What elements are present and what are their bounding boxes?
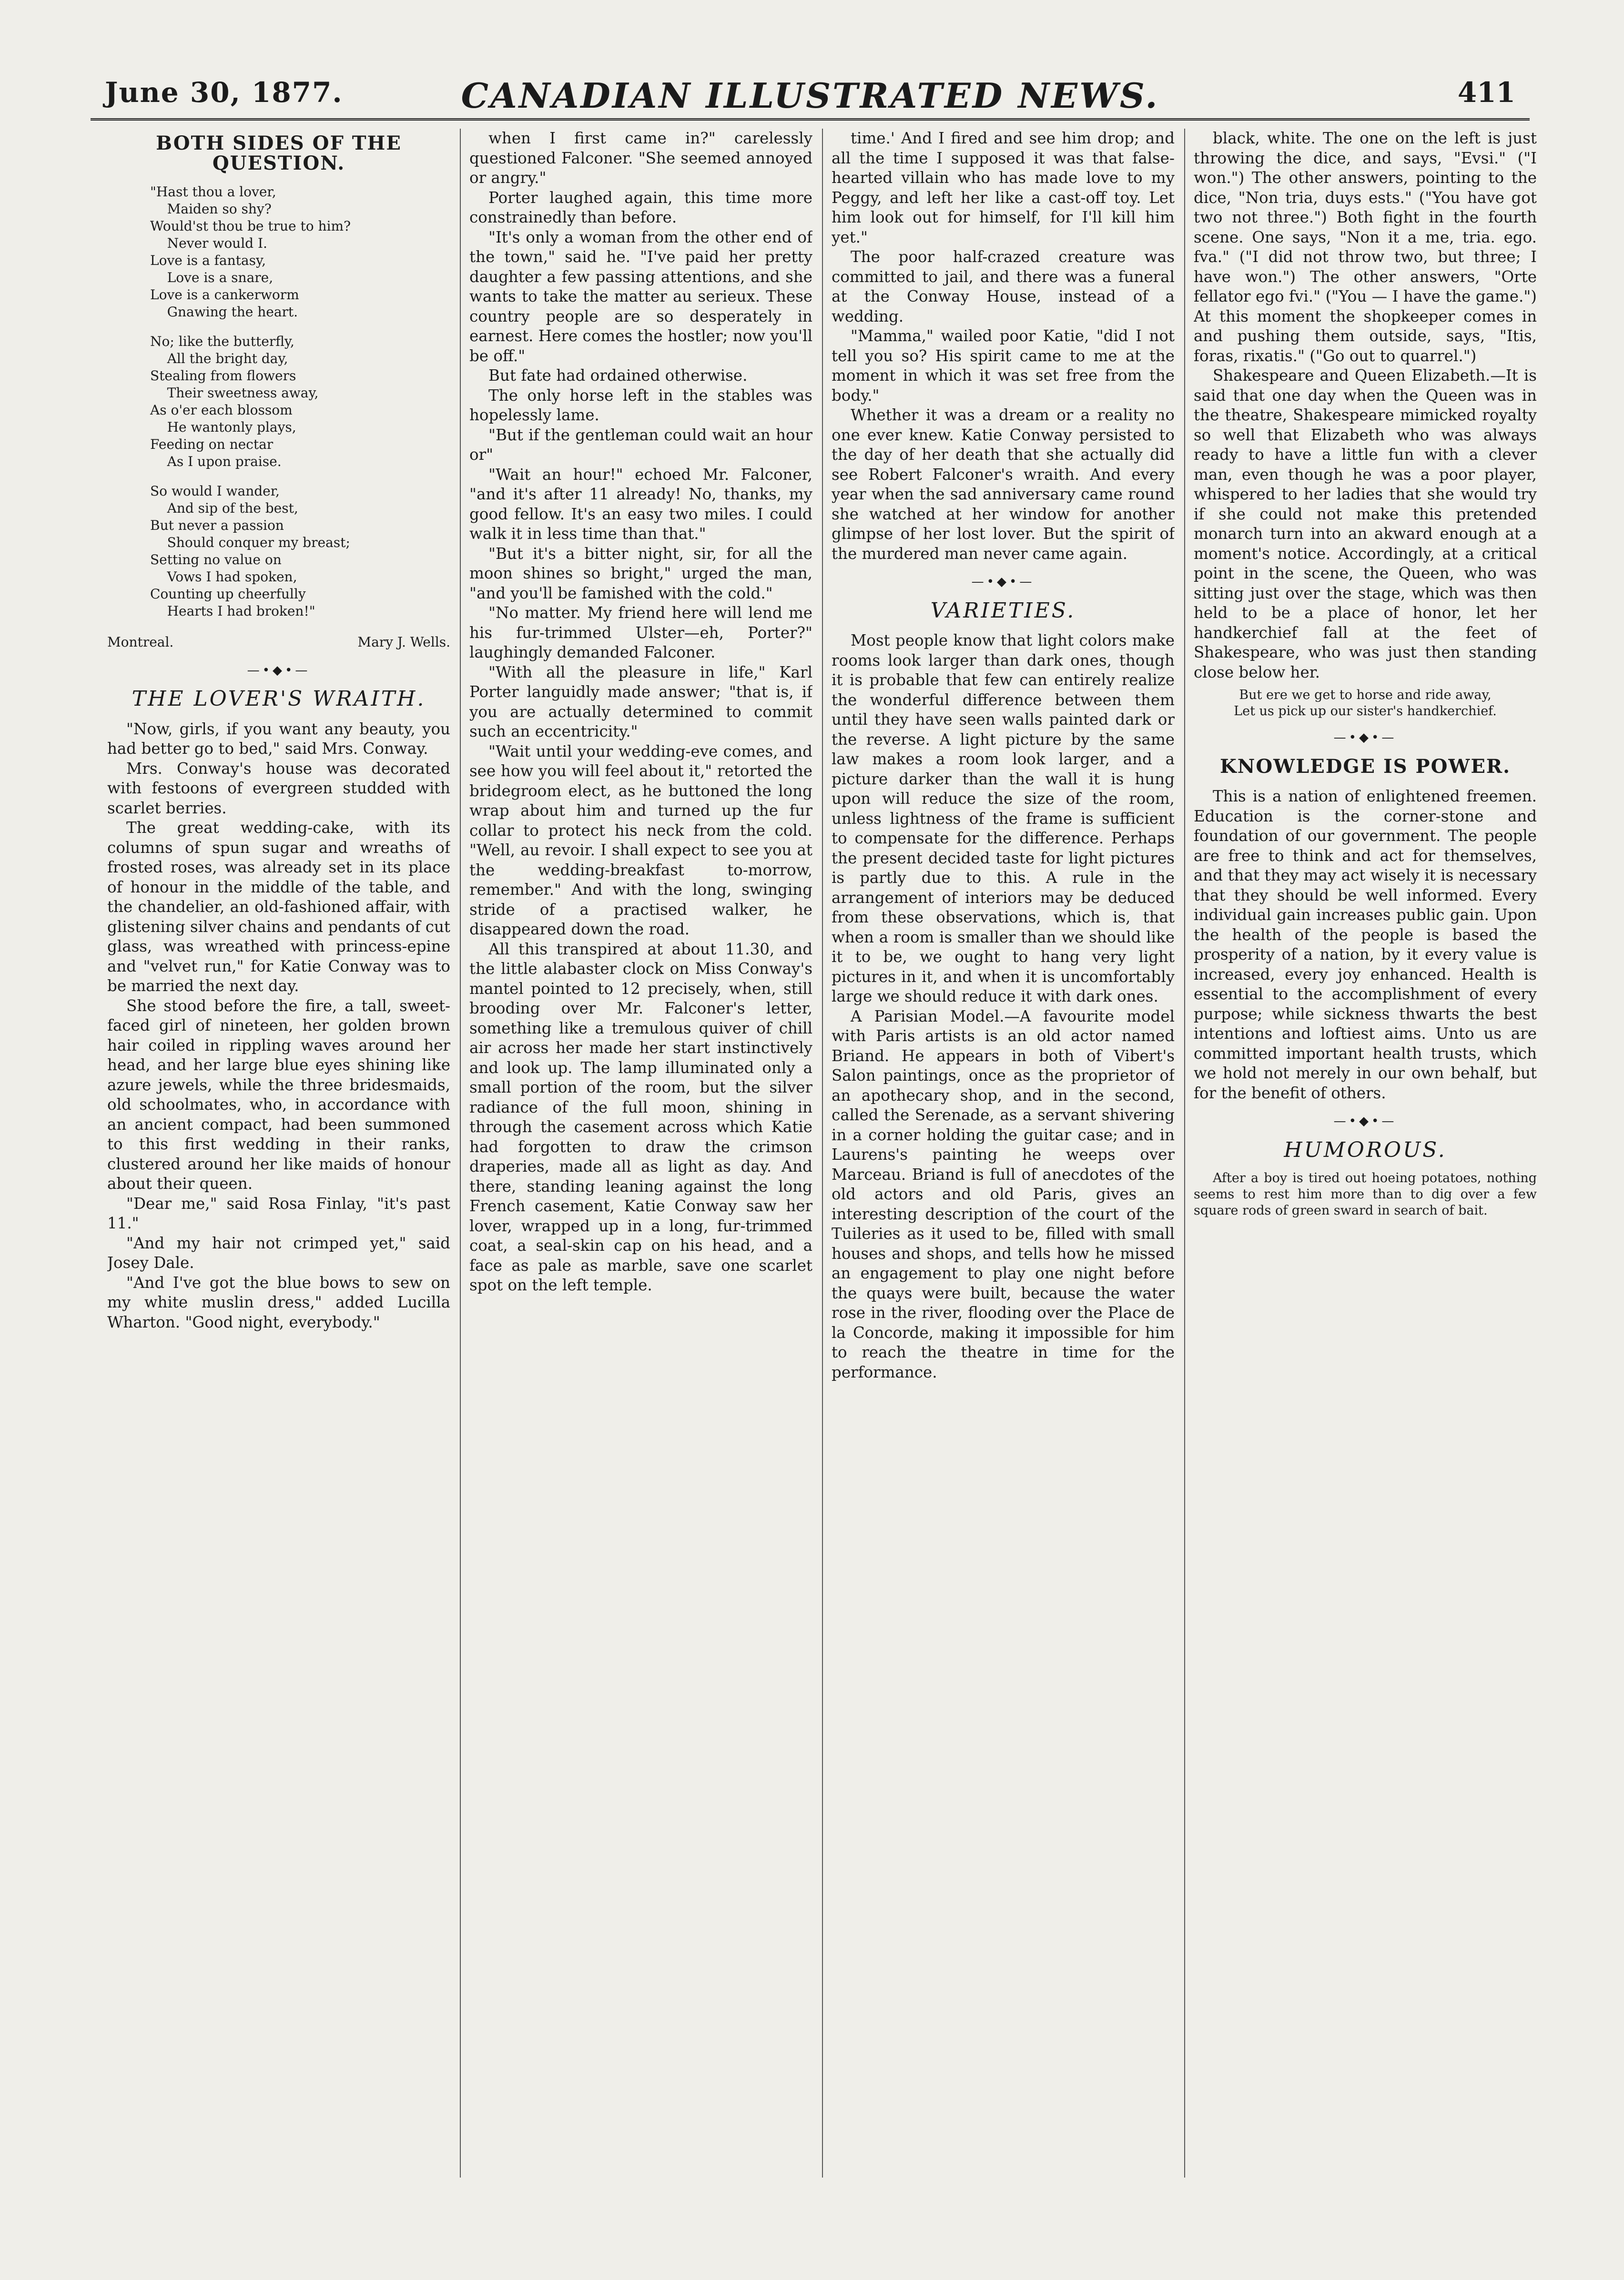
poem-line: All the bright day, [150, 351, 288, 366]
paragraph: She stood before the fire, a tall, sweet-faced girl of nineteen, her golden brown hair coiled in rippling waves around her head, and her large blue eyes shining like azure jewels, while the three bridesmaids, old schoolmates, who, in accordance with an ancient compact, had been summoned to this first wedding in their ranks, clustered around her like maids of honour about their queen. [107, 996, 450, 1193]
ornament-divider: —•◆•— [247, 663, 311, 678]
poem-line: "Hast thou a lover, [150, 184, 276, 200]
paragraph: Porter laughed again, this time more constrainedly than before. [469, 188, 812, 226]
header-rule [91, 118, 1530, 121]
varieties-body [832, 631, 1175, 1382]
poem-line: Love is a fantasy, [150, 253, 266, 268]
poem-signature [107, 632, 450, 652]
story-ending [832, 129, 1175, 564]
poem-stanza [150, 333, 450, 470]
column-divider [1184, 129, 1185, 2178]
paragraph: All this transpired at about 11.30, and the little alabaster clock on Miss Conway's mantel pointed to 12 precisely, when, still brooding over Mr. Falconer's letter, something like a tremulous quiver of chill air across her made her start instinctively and look up. The lamp illuminated only a small portion of the room, but the silver radiance of the full moon, shining in through the casement across which Katie had forgotten to draw the crimson draperies, made all as light as day. And there, standing leaning against the long French casement, Katie Conway saw her lover, wrapped up in a long, fur-trimmed coat, a seal-skin cap on his head, and a face as pale as marble, save one scarlet spot on the left temple. [469, 940, 812, 1294]
paragraph: "It's only a woman from the other end of the town," said he. "I've paid her pretty daughter a few passing attentions, and she wants to take the matter au serieux. These country people are so desperately in earnest. Here comes the hostler; now you'll be off." [469, 228, 812, 365]
poem-line: Vows I had spoken, [150, 569, 297, 585]
poem-stanza [150, 183, 450, 321]
varieties-title: VARIETIES. [930, 598, 1076, 623]
ornament-divider: —•◆•— [1333, 1114, 1397, 1128]
poem-line: Never would I. [150, 235, 267, 251]
poem-line: So would I wander, [150, 483, 280, 499]
poem-line: Love is a cankerworm [150, 287, 299, 303]
paragraph: Mrs. Conway's house was decorated with festoons of evergreen studded with scarlet berries. [107, 759, 450, 817]
paragraph: "Now, girls, if you want any beauty, you had better go to bed," said Mrs. Conway. [107, 719, 450, 758]
paragraph: "And I've got the blue bows to sew on my white muslin dress," added Lucilla Wharton. "Good night, everybody." [107, 1273, 450, 1331]
paragraph: The only horse left in the stables was hopelessly lame. [469, 386, 812, 424]
poem-title: BOTH SIDES OF THE QUESTION. [156, 132, 402, 174]
paragraph: "And my hair not crimped yet," said Josey Dale. [107, 1234, 450, 1272]
couplet-line: But ere we get to horse and ride away, [1239, 688, 1492, 702]
poem-line: Stealing from flowers [150, 368, 296, 384]
paragraph: when I first came in?" carelessly questioned Falconer. "She seemed annoyed or angry." [469, 129, 812, 187]
page-header [91, 62, 1530, 119]
poem-line: Should conquer my breast; [150, 535, 350, 550]
paragraph: "Dear me," said Rosa Finlay, "it's past 11." [107, 1194, 450, 1232]
story-body [107, 719, 450, 1333]
couplet-line: Let us pick up our sister's handkerchief. [1234, 704, 1497, 719]
humorous-text: After a boy is tired out hoeing potatoes, nothing seems to rest him more than to dig over a few square rods of green sward in search of bait. [1194, 1171, 1537, 1218]
page-number: 411 [1457, 76, 1515, 109]
paragraph: "Mamma," wailed poor Katie, "did I not tell you so? His spirit came to me at the moment in which it was set free from the body." [832, 327, 1175, 405]
poem [150, 183, 450, 620]
paragraph: "Wait until your wedding-eve comes, and see how you will feel about it," retorted the bridegroom elect, as he buttoned the long wrap about him and turned up the fur collar to protect his neck from the cold. "Well, au revoir. I shall expect to see you at the wedding-breakfast to-morrow, remember." And with the long, swinging stride of a practised walker, he disappeared down the road. [469, 742, 812, 938]
poem-line: Maiden so shy? [150, 201, 272, 217]
paragraph: Whether it was a dream or a reality no one ever knew. Katie Conway persisted to the day of her death that she actually did see Robert Falconer's wraith. And every year when the sad anniversary came round she watched at her window for another glimpse of her lost lover. But the spirit of the murdered man never came again. [832, 406, 1175, 563]
signature-name: Mary J. Wells. [357, 634, 450, 650]
poem-line: Counting up cheerfully [150, 586, 306, 602]
column-4 [1194, 129, 1537, 2220]
paragraph: The poor half-crazed creature was committed to jail, and there was a funeral at the Conway House, instead of a wedding. [832, 248, 1175, 325]
paragraph: But fate had ordained otherwise. [488, 366, 748, 385]
poem-line: Love is a snare, [150, 270, 274, 285]
column-divider [822, 129, 823, 2178]
knowledge-body [1194, 787, 1537, 1103]
poem-line: But never a passion [150, 517, 284, 533]
humorous-title: HUMOROUS. [1284, 1137, 1447, 1162]
issue-date: June 30, 1877. [105, 76, 343, 109]
poem-line: And sip of the best, [150, 500, 298, 516]
poem-line: Would'st thou be true to him? [150, 218, 351, 234]
poem-line: Feeding on nectar [150, 436, 274, 452]
story-continuation [469, 129, 812, 1296]
couplet [1194, 687, 1537, 719]
poem-stanza [150, 483, 450, 620]
paragraph: black, white. The one on the left is just throwing the dice, and says, "Evsi." ("I won.") The other answers, pointing to the dice, "Non tria, duys ests." ("You have got two not three.") Both fight in the fourth scene. One says, "Non it a me, tria. ego. fva." ("I did not throw two, but three; I have won.") The other answers, "Orte fellator ego fvi." ("You — I have the game.") At this moment the shopkeeper comes in and pushing them outside, says, "Itis, foras, rixatis." ("Go out to quarrel.") [1194, 129, 1537, 365]
varieties-continued [1194, 129, 1537, 682]
knowledge-title: KNOWLEDGE IS POWER. [1220, 755, 1511, 778]
paragraph: "But it's a bitter night, sir, for all the moon shines so bright," urged the man, "and you'll be famished with the cold." [469, 544, 812, 602]
paragraph: The great wedding-cake, with its columns of spun sugar and wreaths of frosted roses, was already set in its place of honour in the middle of the table, and the chandelier, an old-fashioned affair, with glistening silver chains and pendants of cut glass, was wreathed with princess-epine and "velvet run," for Katie Conway was to be married the next day. [107, 819, 450, 995]
signature-place: Montreal. [107, 634, 174, 650]
poem-line: Hearts I had broken!" [150, 603, 315, 619]
paragraph: "With all the pleasure in life," Karl Porter languidly made answer; "that is, if you are actually determined to commit such an eccentricity." [469, 663, 812, 740]
paragraph: Shakespeare and Queen Elizabeth.—It is said that one day when the Queen was in the theatre, Shakespeare mimicked royalty so well that Elizabeth who was always ready to have a little fun with a clever man, even though he was a poor player, whispered to her ladies that she would try if she could not make this pretended monarch turn into an akward enough at a moment's notice. Accordingly, at a critical point in the scene, the Queen, who was sitting just over the stage, which was then held to be a place of honor, let her handkerchief fall at the feet of Shakespeare, who was just then standing close below her. [1194, 366, 1537, 681]
paragraph: time.' And I fired and see him drop; and all the time I supposed it was that false-hearted villain who has made love to my Peggy, and left her like a cast-off toy. Let him look out for himself, for I'll kill him yet." [832, 129, 1175, 246]
paragraph: Most people know that light colors make rooms look larger than dark ones, though it is probable that few can entirely realize the wonderful difference between them until they have seen walls painted dark or the reverse. A light picture by the same law makes a room look larger, and a picture darker than the wall it is hung upon will reduce the size of the room, unless lightness of the frame is sufficient to compensate for the difference. Perhaps the present decided taste for light pictures is partly due to this. A rule in the arrangement of interiors may be deduced from these observations, which is, that when a room is smaller than we should like it to be, we ought to hang very light pictures in it, and when it is uncomfortably large we should reduce it with dark ones. [832, 631, 1175, 1005]
poem-line: No; like the butterfly, [150, 334, 294, 349]
paragraph: "Wait an hour!" echoed Mr. Falconer, "and it's after 11 already! No, thanks, my good fellow. It's an easy two miles. I could walk it in less time than that." [469, 465, 812, 543]
poem-line: As I upon praise. [150, 454, 282, 469]
column-3 [832, 129, 1175, 2220]
poem-line: Setting no value on [150, 552, 282, 567]
column-1 [107, 129, 450, 2220]
story-title: THE LOVER'S WRAITH. [132, 687, 426, 711]
paragraph: "No matter. My friend here will lend me his fur-trimmed Ulster—eh, Porter?" laughingly demanded Falconer. [469, 604, 812, 661]
column-2 [469, 129, 812, 2220]
paragraph: A Parisian Model.—A favourite model with Paris artists is an old actor named Briand. He appears in both of Vibert's Salon paintings, once as the proprietor of an apothecary shop, and in the second, called the Serenade, as a servant shivering in a corner holding the guitar case; and in Laurens's painting he weeps over Marceau. Briand is full of anecdotes of the old actors and old Paris, gives an interesting description of the court of the Tuileries as it used to be, filled with small houses and shops, and tells how he missed an engagement to play one night before the quays were built, because the water rose in the river, flooding over the Place de la Concorde, making it impossible for him to reach the theatre in time for the performance. [832, 1007, 1175, 1381]
poem-line: Their sweetness away, [150, 385, 319, 401]
masthead-title: CANADIAN ILLUSTRATED NEWS. [461, 75, 1159, 116]
paragraph: "But if the gentleman could wait an hour or" [469, 426, 812, 464]
ornament-divider: —•◆•— [1333, 730, 1397, 745]
poem-line: Gnawing the heart. [150, 304, 298, 320]
paragraph: This is a nation of enlightened freemen. Education is the corner-stone and foundation of our government. The people are free to think and act for themselves, and that they may act wisely it is necessary that they should be well informed. Every individual gain increases public gain. Upon the health of the people is based the prosperity of a nation, by it every value is increased, every joy enhanced. Health is essential to the accomplishment of every purpose; while sickness thwarts the best intentions and loftiest aims. Unto us are committed important health trusts, which we hold not merely in our own behalf, but for the benefit of others. [1194, 787, 1537, 1102]
poem-line: As o'er each blossom [150, 402, 293, 418]
column-divider [460, 129, 461, 2178]
ornament-divider: —•◆•— [971, 575, 1035, 589]
poem-line: He wantonly plays, [150, 419, 296, 435]
